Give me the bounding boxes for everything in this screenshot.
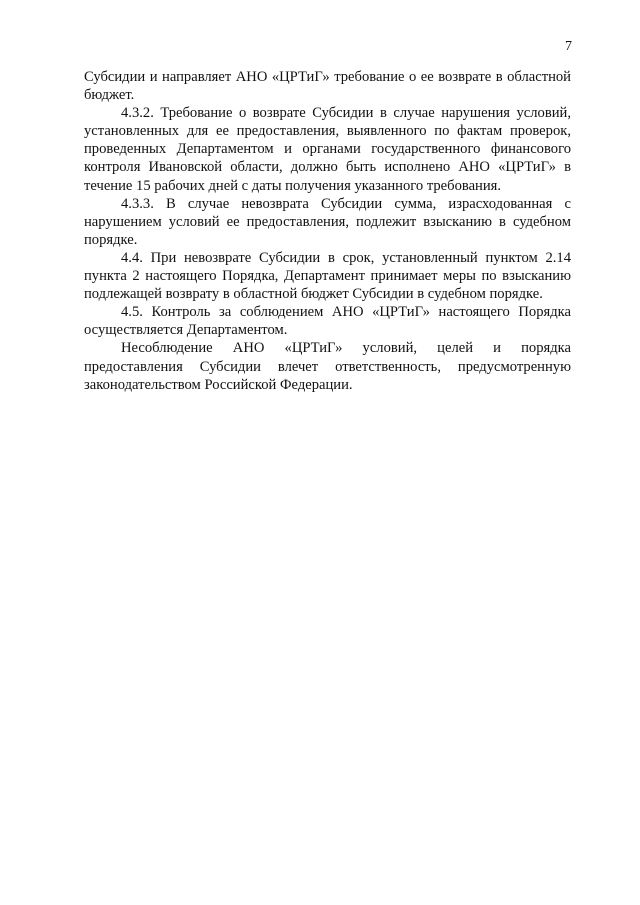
paragraph-4-3-2: 4.3.2. Требование о возврате Субсидии в случае нарушения условий, установленных для ее предоставления, выявленного по фактам проверок, проведенных Департаментом и органами государственного финансового контроля Ивановской области, должно быть исполнено АНО «ЦРТиГ» в течение 15 рабочих дней с даты получения указанного требования. — [84, 105, 571, 194]
paragraph-continuation: Субсидии и направляет АНО «ЦРТиГ» требование о ее возврате в областной бюджет. — [84, 69, 571, 104]
paragraph-liability: Несоблюдение АНО «ЦРТиГ» условий, целей и порядка предоставления Субсидии влечет ответственность, предусмотренную законодательством Российской Федерации. — [84, 340, 571, 393]
paragraph-4-5: 4.5. Контроль за соблюдением АНО «ЦРТиГ» настоящего Порядка осуществляется Департаментом. — [84, 304, 571, 339]
paragraph-4-4: 4.4. При невозврате Субсидии в срок, установленный пунктом 2.14 пункта 2 настоящего Порядка, Департамент принимает меры по взысканию подлежащей возврату в областной бюджет Субсидии в судебном порядке. — [84, 249, 571, 303]
page-number: 7 — [565, 39, 572, 54]
document-body — [84, 68, 571, 394]
paragraph-4-3-3: 4.3.3. В случае невозврата Субсидии сумма, израсходованная с нарушением условий ее предоставления, подлежит взысканию в судебном порядке. — [84, 195, 571, 248]
